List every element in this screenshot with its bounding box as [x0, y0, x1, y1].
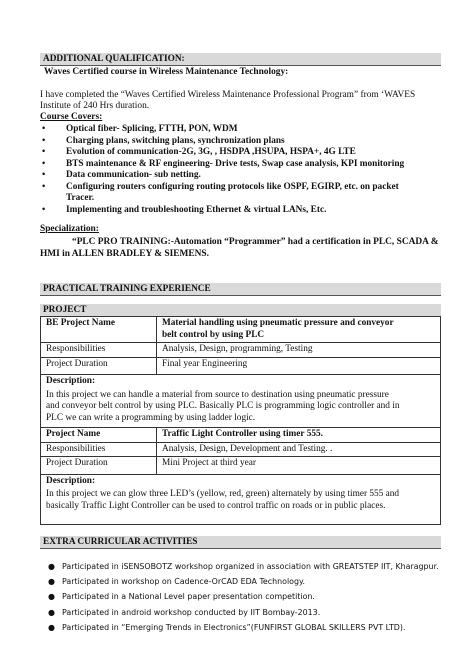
- list-item: • BTS maintenance & RF engineering- Drive tests, Swap case analysis, KPI monitoring: [42, 158, 405, 169]
- table-row: [41, 343, 441, 358]
- description-label: Description:: [46, 376, 96, 386]
- course-covers-list: [40, 124, 450, 216]
- table-row: [41, 317, 441, 343]
- project-duration-label: Project Duration: [41, 457, 157, 475]
- bullet-icon: •: [42, 147, 46, 157]
- responsibilities-label: Responsibilities: [41, 442, 157, 457]
- bullet-icon: •: [42, 158, 46, 169]
- project-name-value: Material handling using pneumatic pressure and conveyor belt control by using PLC: [157, 317, 441, 343]
- responsibilities-value: Analysis, Design, Development and Testing. .: [157, 442, 441, 457]
- list-item: • Optical fiber- Splicing, FTTH, PON, WDM: [42, 124, 238, 134]
- project-description: Description: In this project we can handle a material from source to destination using pneumatic pressure and conveyor belt control by using PLC. Basically PLC is programming logic controller and in PLC we can write a programming by using ladder logic.: [41, 375, 441, 428]
- table-row: [41, 375, 441, 428]
- project-duration-value: Mini Project at third year: [157, 457, 441, 475]
- list-item-continuation: Tracer.: [66, 193, 95, 203]
- bullet-icon: •: [42, 135, 46, 146]
- list-item: • Configuring routers configuring routing protocols like OSPF, EGIRP, etc. on packet: [42, 181, 399, 192]
- extra-curricular-header: EXTRA CURRICULAR ACTIVITIES: [40, 536, 441, 549]
- bullet-icon: •: [42, 204, 46, 215]
- project-header: PROJECT: [40, 304, 441, 317]
- project-table-1: [40, 316, 441, 525]
- intro-line-1: I have completed the “Waves Certified Wireless Maintenance Professional Program” from ‘WAVES: [40, 90, 416, 100]
- course-title: Waves Certified course in Wireless Maintenance Technology:: [44, 67, 289, 77]
- list-item: • Data communication- sub netting.: [42, 170, 201, 180]
- project-name-label: BE Project Name: [41, 317, 157, 343]
- responsibilities-value: Analysis, Design, programming, Testing: [157, 343, 441, 358]
- list-item: • Implementing and troubleshooting Ethernet & virtual LANs, Etc.: [42, 204, 327, 215]
- bullet-icon: ●: [48, 562, 55, 571]
- project-description: Description: In this project we can glow three LED’s (yellow, red, green) alternately by using timer 555 and basically Traffic Light Controller can be used to control traffic on roads or in public places.: [41, 474, 441, 525]
- list-item: ● Participated in android workshop conducted by IIT Bombay-2013.: [40, 605, 460, 620]
- bullet-icon: •: [42, 181, 46, 192]
- bullet-icon: •: [42, 170, 46, 180]
- extra-curricular-list: [40, 559, 460, 635]
- responsibilities-label: Responsibilities: [41, 343, 157, 358]
- table-row: [41, 357, 441, 375]
- specialization-line-2: HMI in ALLEN BRADLEY & SIEMENS.: [40, 249, 209, 259]
- list-item: • Evolution of communication-2G, 3G, , HSDPA ,HSUPA, HSPA+, 4G LTE: [42, 147, 356, 157]
- table-row: [41, 442, 441, 457]
- list-item: ● Participated in workshop on Cadence-OrCAD EDA Technology.: [40, 574, 460, 589]
- list-item: ● Participated in a National Level paper presentation competition.: [40, 589, 460, 604]
- intro-line-2: Institute of 240 Hrs duration.: [40, 101, 150, 111]
- additional-qualification-header: ADDITIONAL QUALIFICATION:: [40, 53, 441, 66]
- specialization-label: Specialization:: [40, 224, 99, 234]
- table-row: [41, 457, 441, 475]
- description-label: Description:: [46, 475, 96, 486]
- bullet-icon: •: [42, 124, 46, 134]
- project-name-value: Traffic Light Controller using timer 555.: [157, 428, 441, 443]
- project-duration-label: Project Duration: [41, 357, 157, 375]
- table-row: [41, 428, 441, 443]
- project-duration-value: Final year Engineering: [157, 357, 441, 375]
- project-name-label: Project Name: [41, 428, 157, 443]
- list-item: ● Participated in “Emerging Trends in Electronics”(FUNFIRST GLOBAL SKILLERS PVT LTD).: [40, 620, 460, 635]
- practical-training-header: PRACTICAL TRAINING EXPERIENCE: [40, 283, 441, 296]
- bullet-icon: ●: [48, 622, 55, 632]
- bullet-icon: ●: [48, 607, 55, 617]
- bullet-icon: ●: [48, 592, 55, 602]
- specialization-line-1: “PLC PRO TRAINING:-Automation “Programmer” had a certification in PLC, SCADA &: [72, 237, 439, 247]
- table-row: [41, 474, 441, 525]
- list-item: • Charging plans, switching plans, synchronization plans: [42, 135, 285, 146]
- course-covers-label: Course Covers:: [40, 112, 103, 122]
- list-item: ● Participated in iSENSOBOTZ workshop organized in association with GREATSTEP IIT, Kharagpur.: [40, 559, 460, 574]
- bullet-icon: ●: [48, 577, 55, 587]
